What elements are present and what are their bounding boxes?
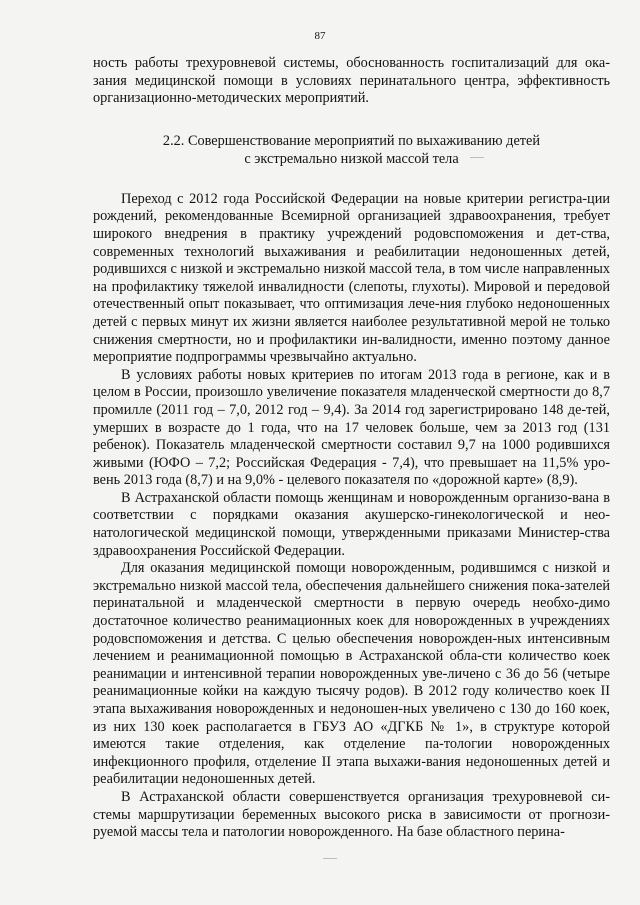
document-body — [93, 55, 610, 842]
paragraph-5: В Астраханской области совершенствуется организация трехуровневой си-стемы маршрутизации беременных высокого риска в зависимости от прогнози-руемой массы тела и патологии новорожденного. На базе областного перина- — [93, 788, 610, 841]
paragraph-4: Для оказания медицинской помощи новорожденным, родившимся с низкой и экстремально низкой массой тела, обеспечения дальнейшего снижения пока-зателей перинатальной и младенческой смертности в первую очередь необхо-димо достаточное количество реанимационных коек для новорожденных в учреждениях родовспоможения и детства. С целью обеспечения новорожден-ных интенсивным лечением и реанимационной помощью в Астраханской обла-сти количество коек реанимации и интенсивной терапии новорожденных уве-личено с 36 до 56 (четыре реанимационные койки на каждую тысячу родов). В 2012 году количество коек II этапа выхаживания новорожденных и недоношен-ных увеличено с 130 до 160 коек, из них 130 коек располагается в ГБУЗ АО «ДГКБ № 1», в структуре которой имеются такие отделения, как отделение па-тологии новорожденных инфекционного профиля, отделение II этапа выхажи-вания недоношенных детей и реабилитации недоношенных детей. — [93, 560, 610, 788]
paragraph-2: В условиях работы новых критериев по итогам 2013 года в регионе, как и в целом в России, произошло увеличение показателя младенческой смертности до 8,7 промилле (2011 год – 7,0, 2012 год – 9,4). За 2014 год зарегистрировано 148 де-тей, умерших в возрасте до 1 года, что на 17 человек больше, чем за 2013 год (131 ребенок). Показатель младенческой смертности составил 9,7 на 1000 родившихся живыми (ЮФО – 7,2; Российская Федерация - 7,4), что превышает на 11,5% уро-вень 2013 года (8,7) и на 9,0% - целевого показателя по «дорожной карте» (8,9). — [93, 366, 610, 489]
section-title-line-1: 2.2. Совершенствование мероприятий по выхаживанию детей — [162, 132, 541, 149]
paragraph-1: Переход с 2012 года Российской Федерации на новые критерии регистра-ции рождений, рекомендованные Всемирной организацией здравоохранения, требует широкого внедрения в практику учреждений родовспоможения и дет-ства, современных технологий выхаживания и реабилитации недоношенных детей, родившихся с низкой и экстремально низкой массой тела, в том числе направленных на профилактику тяжелой инвалидности (слепоты, глухоты). Мировой и передовой отечественный опыт показывает, что оптимизация лече-ния глубоко недоношенных детей с первых минут их жизни является наиболее результативной мерой не только снижения смертности, но и профилактики ин-валидности, именно поэтому данное мероприятие подпрограммы чрезвычайно актуально. — [93, 190, 610, 366]
section-title-line-2: с экстремально низкой массой тела — [244, 150, 459, 167]
section-heading — [93, 132, 610, 168]
scan-mark — [323, 858, 337, 859]
paragraph-3: В Астраханской области помощь женщинам и новорожденным организо-вана в соответствии с порядками оказания акушерско-гинекологической и нео-натологической медицинской помощи, утвержденными приказами Министер-ства здравоохранения Российской Федерации. — [93, 489, 610, 559]
intro-paragraph: ность работы трехуровневой системы, обоснованность госпитализаций для ока-зания медицинской помощи в условиях перинатального центра, эффективность организационно-методических мероприятий. — [93, 55, 610, 107]
page-number: 87 — [314, 30, 326, 42]
scan-mark — [470, 157, 484, 158]
